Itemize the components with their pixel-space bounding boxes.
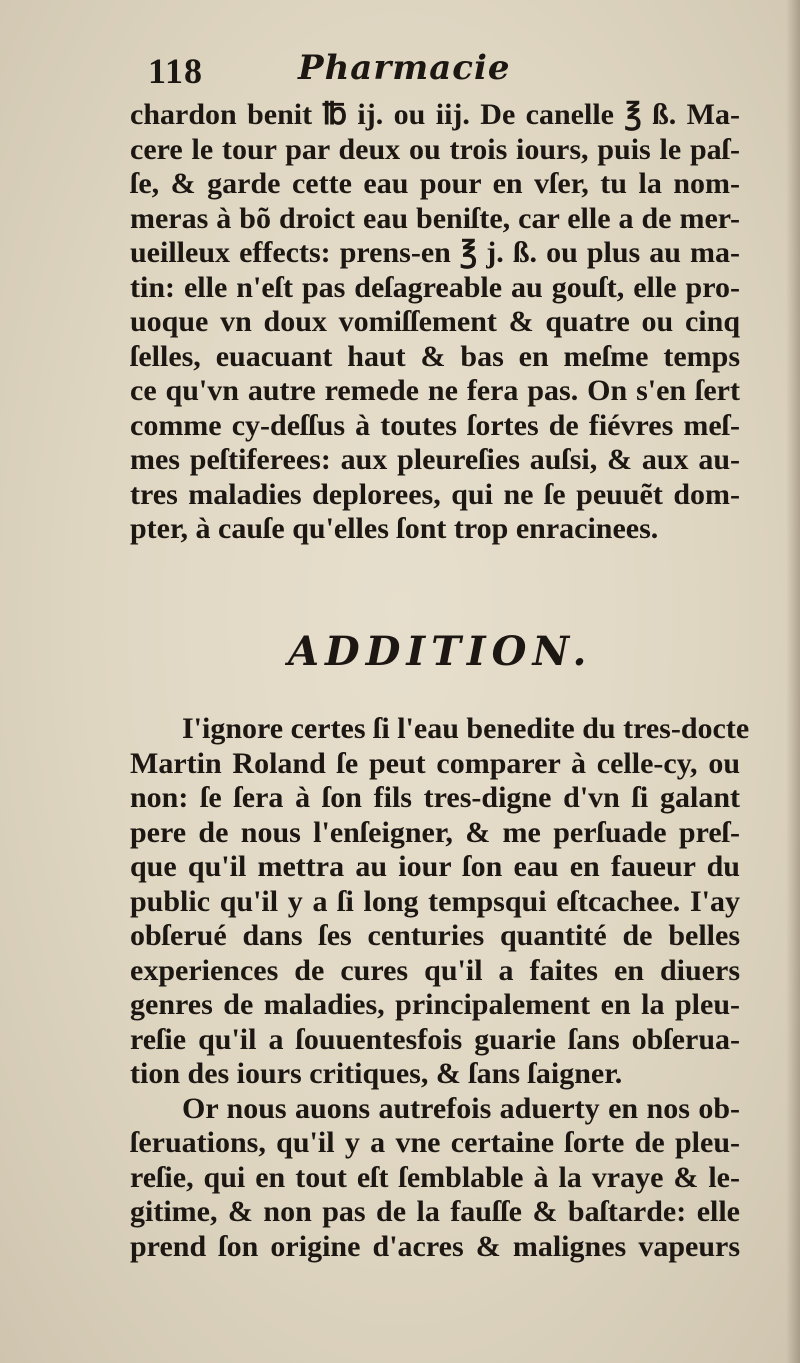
text-line: ſeruations, qu'il y a vne certaine ſorte de pleu-	[130, 1126, 740, 1159]
text-line: ce qu'vn autre remede ne fera pas. On s'en ſert	[130, 374, 740, 407]
running-title: Pharmacie	[298, 48, 511, 88]
text-line: tin: elle n'eſt pas deſagreable au gouſt, elle pro-	[130, 270, 740, 304]
text-line: Martin Roland ſe peut comparer à celle-cy, ou	[130, 746, 740, 780]
text-line: gitime, & non pas de la fauſſe & baſtarde: elle	[130, 1195, 740, 1228]
text-line: cere le tour par deux ou trois iours, puis le paſ-	[130, 132, 740, 166]
text-line: que qu'il mettra au iour ſon eau en faueur du	[130, 850, 740, 883]
paragraph-1	[130, 98, 740, 547]
text-line: tres maladies deplorees, qui ne ſe peuuẽt dom-	[130, 477, 740, 511]
section-heading: ADDITION.	[288, 628, 593, 675]
text-line: Or nous auons autrefois aduerty en nos ob-	[182, 1091, 740, 1125]
text-line: comme cy-deſſus à toutes ſortes de fiévres meſ-	[130, 408, 740, 442]
text-line: reſie qu'il a ſouuentesfois guarie ſans obſerua-	[130, 1022, 740, 1056]
text-line: ueilleux effects: prens-en ℥ j. ß. ou plus au ma-	[130, 236, 740, 269]
text-line: experiences de cures qu'il a faites en diuers	[130, 953, 740, 987]
page-number: 118	[148, 51, 204, 91]
text-line: tion des iours critiques, & ſans ſaigner.	[130, 1057, 623, 1090]
text-line: prend ſon origine d'acres & malignes vapeurs	[130, 1229, 740, 1263]
page-header	[148, 44, 708, 96]
paragraph-2	[130, 712, 750, 1264]
text-line: public qu'il y a ſi long tempsqui eſtcachee. I'ay	[130, 884, 740, 918]
text-line: mes peſtiferees: aux pleureſies auſsi, & aux au-	[130, 443, 740, 476]
text-line: genres de maladies, principalement en la pleu-	[130, 988, 740, 1021]
text-line: pere de nous l'enſeigner, & me perſuade preſ-	[130, 815, 740, 849]
page-edge-shadow	[786, 0, 800, 1363]
text-line: ſelles, euacuant haut & bas en meſme temps	[130, 339, 740, 373]
text-line: reſie, qui en tout eſt ſemblable à la vraye & le-	[130, 1160, 740, 1194]
text-line: ſe, & garde cette eau pour en vſer, tu la nom-	[130, 167, 740, 200]
text-line: non: ſe ſera à ſon fils tres-digne d'vn ſi galant	[130, 781, 740, 814]
text-line: pter, à cauſe qu'elles ſont trop enracinees.	[130, 512, 659, 545]
text-line: obſerué dans ſes centuries quantité de belles	[130, 919, 740, 952]
text-line: uoque vn doux vomiſſement & quatre ou cinq	[130, 305, 740, 338]
text-line: chardon benit ℔ ij. ou iij. De canelle ℥ ß. Ma-	[130, 98, 740, 131]
text-line: meras à bõ droict eau beniſte, car elle a de mer-	[130, 201, 740, 235]
text-line: I'ignore certes ſi l'eau benedite du tres-docte	[182, 712, 750, 745]
